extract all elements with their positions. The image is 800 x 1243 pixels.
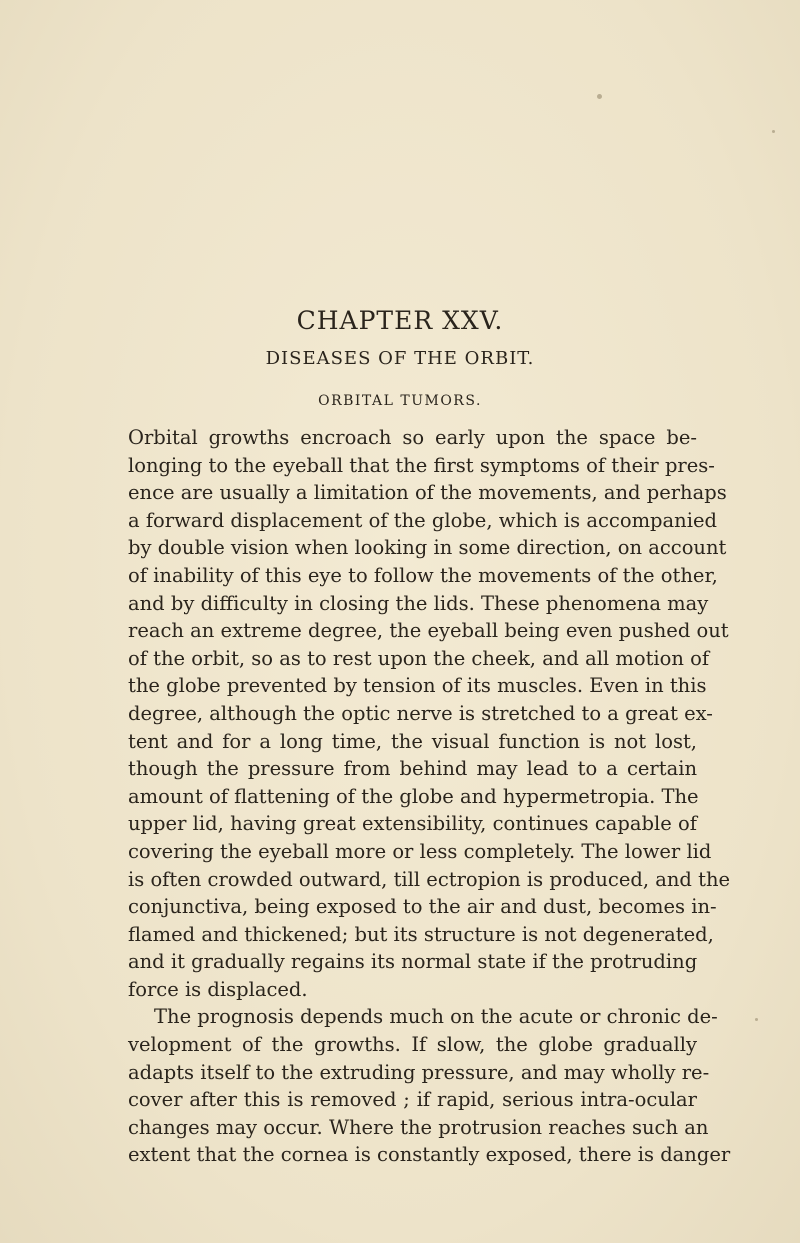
paragraph-1 bbox=[128, 424, 731, 1003]
body-text bbox=[128, 424, 731, 1169]
text-line: extent that the cornea is constantly exposed, there is danger bbox=[128, 1143, 731, 1167]
text-line: tent and for a long time, the visual function is not lost, bbox=[128, 729, 697, 753]
text-line: ence are usually a limitation of the movements, and perhaps bbox=[128, 481, 727, 505]
chapter-subtitle: DISEASES OF THE ORBIT. bbox=[265, 348, 535, 369]
paragraph-2 bbox=[128, 1003, 731, 1169]
text-line: velopment of the growths. If slow, the globe gradually bbox=[128, 1033, 697, 1057]
text-line: covering the eyeball more or less completely. The lower lid bbox=[128, 839, 712, 863]
text-line: a forward displacement of the globe, which is accompanied bbox=[128, 508, 717, 532]
text-line: of inability of this eye to follow the movements of the other, bbox=[128, 563, 718, 587]
text-line: adapts itself to the extruding pressure, and may wholly re- bbox=[128, 1060, 710, 1084]
text-line: though the pressure from behind may lead to a certain bbox=[128, 757, 697, 781]
text-line: cover after this is removed ; if rapid, serious intra-ocular bbox=[128, 1088, 697, 1112]
text-line: and it gradually regains its normal state if the protruding bbox=[128, 950, 698, 974]
text-line: upper lid, having great extensibility, continues capable of bbox=[128, 812, 697, 836]
text-line: is often crowded outward, till ectropion is produced, and the bbox=[128, 867, 731, 891]
page-speck bbox=[597, 94, 602, 99]
text-line: the globe prevented by tension of its muscles. Even in this bbox=[128, 674, 707, 698]
text-line: force is displaced. bbox=[128, 977, 308, 1001]
page-speck bbox=[755, 1018, 758, 1021]
text-line: flamed and thickened; but its structure is not degenerated, bbox=[128, 922, 714, 946]
text-line: amount of flattening of the globe and hypermetropia. The bbox=[128, 784, 699, 808]
text-line: longing to the eyeball that the first symptoms of their pres- bbox=[128, 453, 715, 477]
text-line: The prognosis depends much on the acute or chronic de- bbox=[154, 1005, 718, 1029]
text-line: by double vision when looking in some direction, on account bbox=[128, 536, 727, 560]
chapter-heading: CHAPTER XXV. bbox=[296, 306, 504, 335]
page-speck bbox=[772, 130, 775, 133]
text-line: changes may occur. Where the protrusion reaches such an bbox=[128, 1115, 709, 1139]
text-line: reach an extreme degree, the eyeball being even pushed out bbox=[128, 619, 729, 643]
text-line: and by difficulty in closing the lids. These phenomena may bbox=[128, 591, 709, 615]
text-line: Orbital growths encroach so early upon the space be- bbox=[128, 426, 697, 449]
section-heading: ORBITAL TUMORS. bbox=[318, 393, 482, 409]
text-line: degree, although the optic nerve is stretched to a great ex- bbox=[128, 701, 713, 725]
text-line: of the orbit, so as to rest upon the cheek, and all motion of bbox=[128, 646, 710, 670]
text-line: conjunctiva, being exposed to the air and dust, becomes in- bbox=[128, 895, 717, 919]
